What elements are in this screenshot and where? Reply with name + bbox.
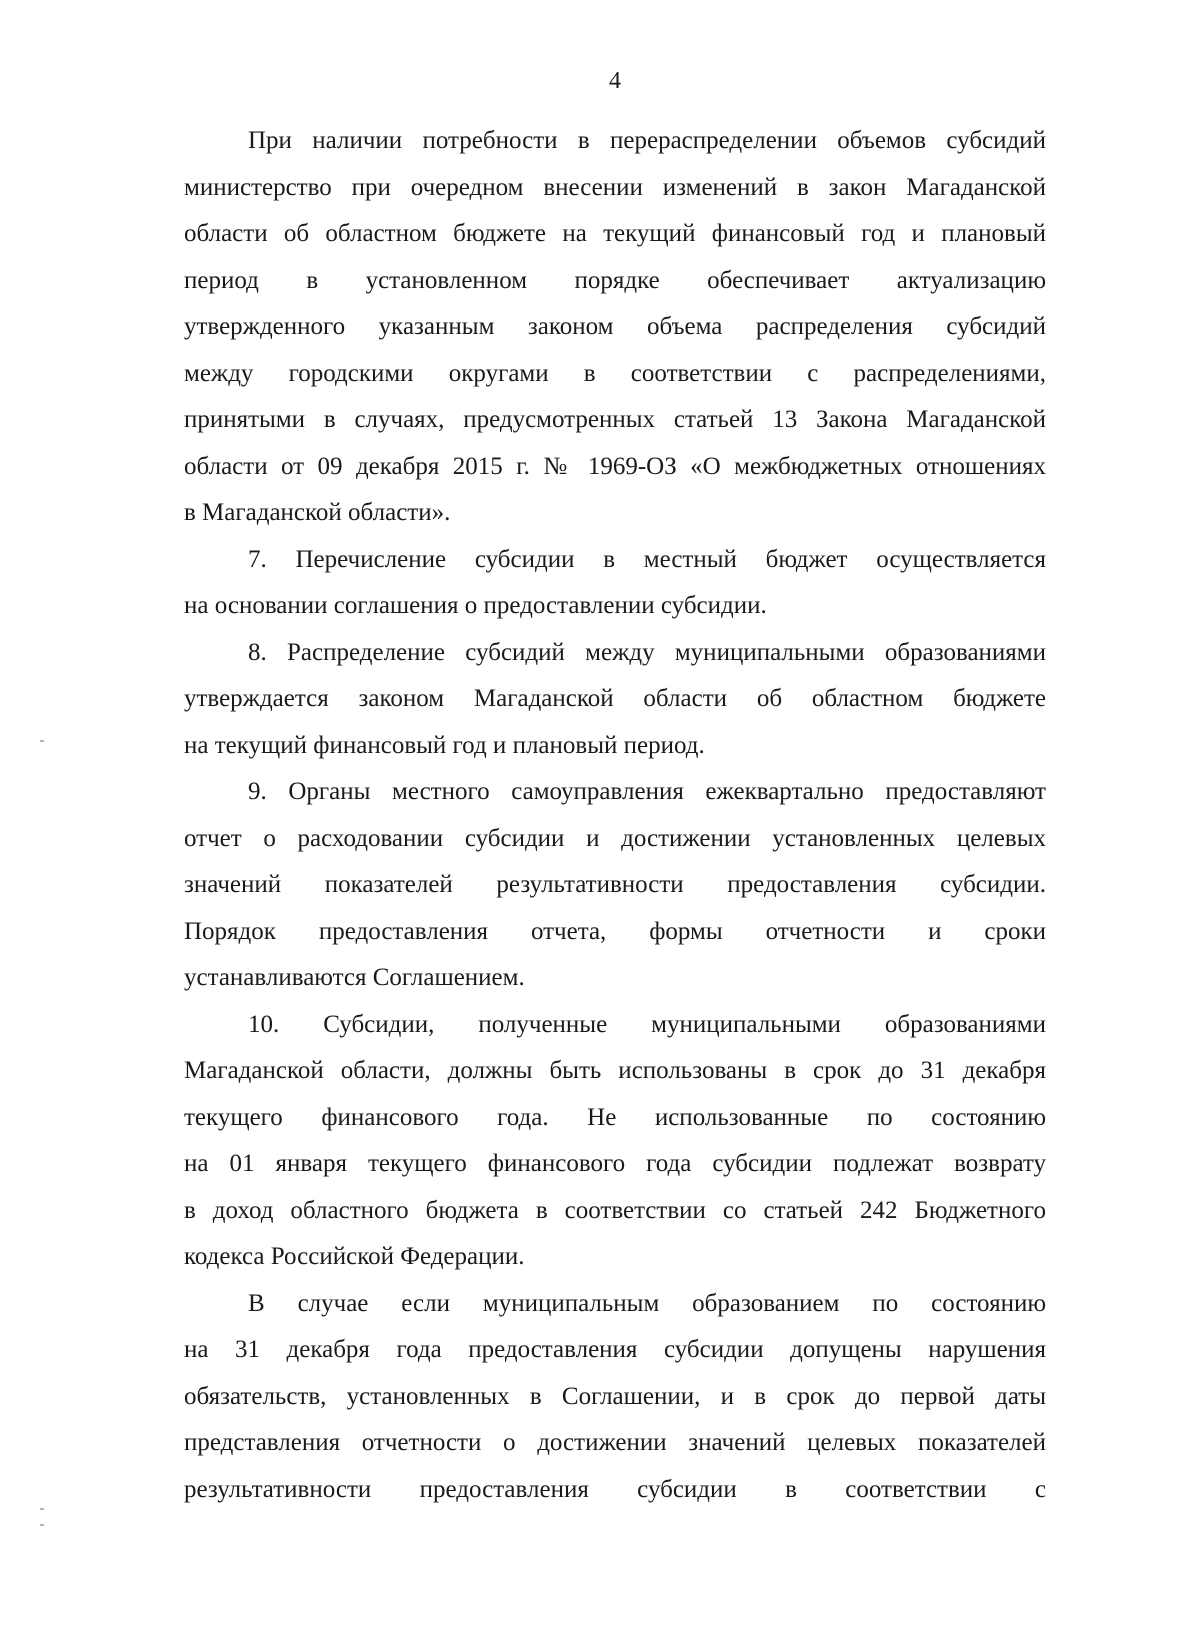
text-line: на 31 декабря года предоставления субсидии допущены нарушения bbox=[184, 1336, 1046, 1363]
paragraph-9 bbox=[184, 769, 1046, 1002]
text-line: на 01 января текущего финансового года субсидии подлежат возврату bbox=[184, 1150, 1046, 1177]
paragraph-8 bbox=[184, 630, 1046, 770]
scan-artifact bbox=[40, 740, 44, 742]
text-line: принятыми в случаях, предусмотренных статьей 13 Закона Магаданской bbox=[184, 406, 1046, 433]
text-line: утвержденного указанным законом объема распределения субсидий bbox=[184, 313, 1046, 340]
text-line: значений показателей результативности предоставления субсидии. bbox=[184, 871, 1046, 898]
scan-artifact bbox=[40, 1524, 44, 1526]
paragraph-redistribution bbox=[184, 118, 1046, 537]
text-line: текущего финансового года. Не использованные по состоянию bbox=[184, 1103, 1046, 1131]
text-line: 10. Субсидии, полученные муниципальными образованиями bbox=[248, 1010, 1046, 1038]
paragraph-violation-case bbox=[184, 1281, 1046, 1514]
text-line: утверждается законом Магаданской области об областном бюджете bbox=[184, 685, 1046, 712]
text-line: Порядок предоставления отчета, формы отчетности и сроки bbox=[184, 917, 1046, 945]
text-line: между городскими округами в соответствии с распределениями, bbox=[184, 359, 1046, 387]
document-body bbox=[184, 118, 1046, 1513]
text-line: на основании соглашения о предоставлении субсидии. bbox=[184, 592, 767, 619]
text-line: В случае если муниципальным образованием по состоянию bbox=[248, 1289, 1046, 1317]
text-line: представления отчетности о достижении значений целевых показателей bbox=[184, 1429, 1046, 1456]
text-line: 9. Органы местного самоуправления ежеквартально предоставляют bbox=[248, 778, 1046, 805]
scan-artifact bbox=[40, 1508, 44, 1510]
text-line: министерство при очередном внесении изменений в закон Магаданской bbox=[184, 173, 1046, 201]
text-line: в доход областного бюджета в соответствии со статьей 242 Бюджетного bbox=[184, 1196, 1046, 1224]
text-line: При наличии потребности в перераспределении объемов субсидий bbox=[248, 127, 1046, 154]
text-line: области об областном бюджете на текущий финансовый год и плановый bbox=[184, 220, 1046, 247]
text-line: отчет о расходовании субсидии и достижении установленных целевых bbox=[184, 824, 1046, 852]
text-line: 7. Перечисление субсидии в местный бюджет осуществляется bbox=[248, 545, 1046, 573]
text-line: в Магаданской области». bbox=[184, 499, 451, 526]
text-line: устанавливаются Соглашением. bbox=[184, 964, 525, 991]
text-line: кодекса Российской Федерации. bbox=[184, 1243, 525, 1270]
text-line: Магаданской области, должны быть использованы в срок до 31 декабря bbox=[184, 1057, 1046, 1084]
text-line: обязательств, установленных в Соглашении, и в срок до первой даты bbox=[184, 1382, 1046, 1410]
text-line: области от 09 декабря 2015 г. № 1969-ОЗ «О межбюджетных отношениях bbox=[184, 452, 1046, 480]
text-line: период в установленном порядке обеспечивает актуализацию bbox=[184, 266, 1046, 294]
paragraph-7 bbox=[184, 537, 1046, 630]
text-line: на текущий финансовый год и плановый период. bbox=[184, 731, 705, 759]
text-line: результативности предоставления субсидии в соответствии с bbox=[184, 1475, 1046, 1503]
page-number: 4 bbox=[609, 68, 621, 94]
text-line: 8. Распределение субсидий между муниципальными образованиями bbox=[248, 638, 1046, 666]
paragraph-10 bbox=[184, 1002, 1046, 1281]
